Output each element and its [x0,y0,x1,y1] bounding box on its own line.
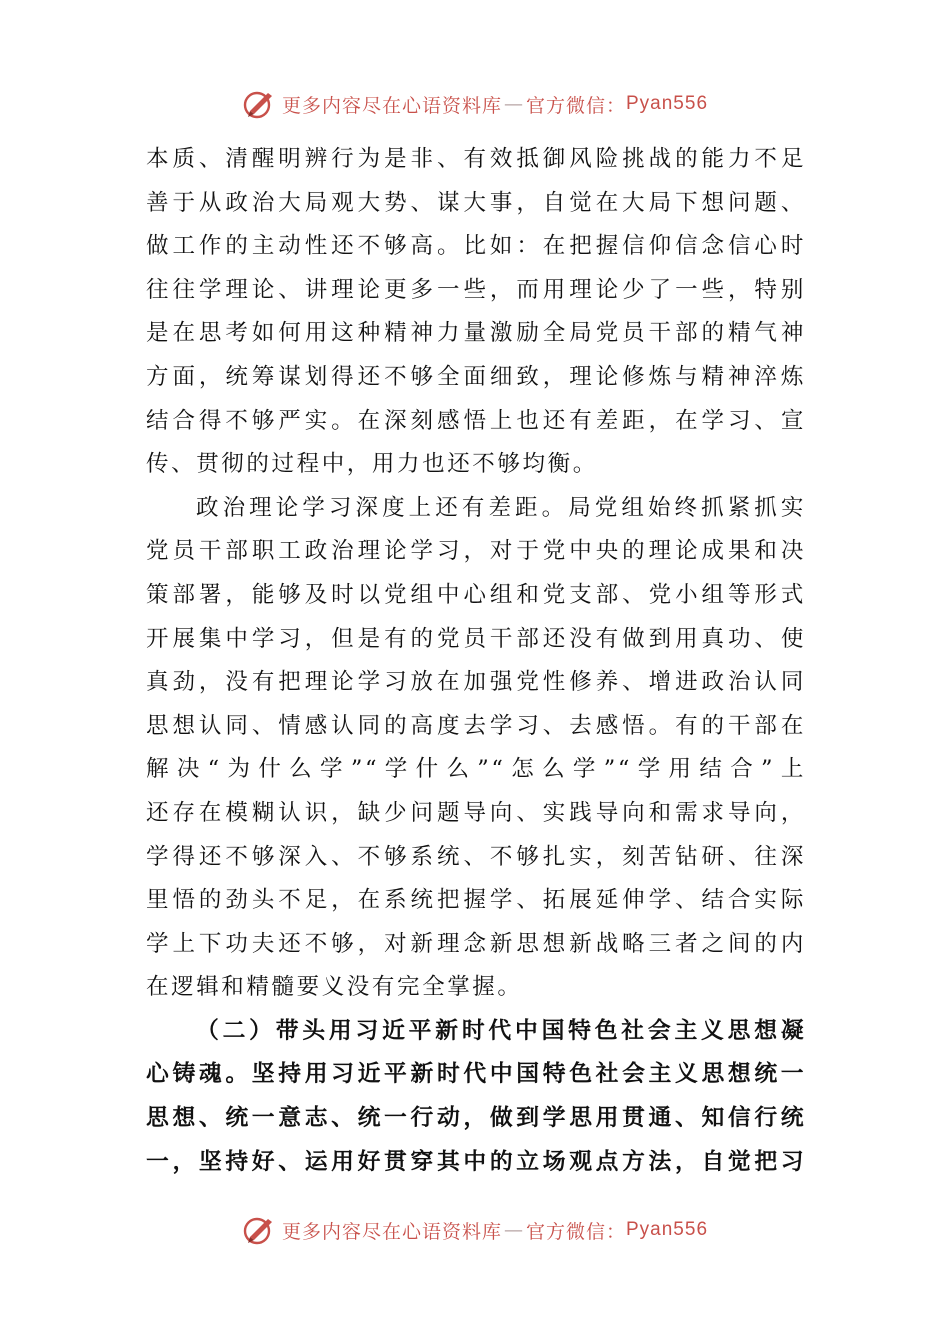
banner-text: 更多内容尽在心语资料库 [281,94,502,117]
text-line: 是在思考如何用这种精神力量激励全局党员干部的精气神 [146,320,806,347]
bold-text-line: 思想、统一意志、统一行动，做到学思用贯通、知信行统 [146,1105,806,1132]
banner-account: Pyan556 [626,1219,709,1240]
text-line: 传、贯彻的过程中，用力也还不够均衡。 [146,451,598,478]
paragraph-2 [146,487,806,1010]
text-line: 结合得不够严实。在深刻感悟上也还有差距，在学习、宣 [146,407,806,434]
text-line: 思想认同、情感认同的高度去学习、去感悟。有的干部在 [146,712,806,739]
text-line: 党员干部职工政治理论学习，对于党中央的理论成果和决 [146,538,806,565]
text-line: 真劲，没有把理论学习放在加强党性修养、增进政治认同 [146,669,806,696]
text-line: 学上下功夫还不够，对新理念新思想新战略三者之间的内 [146,930,806,957]
bold-text-line: （二）带头用习近平新时代中国特色社会主义思想凝 [196,1017,806,1044]
banner-label: 官方微信： [525,94,626,117]
banner-separator: — [503,1219,524,1241]
text-line: 政治理论学习深度上还有差距。局党组始终抓紧抓实 [196,494,806,521]
paragraph-1 [146,138,806,487]
paragraph-3-heading [146,1010,806,1184]
text-line: 学得还不够深入、不够系统、不够扎实，刻苦钻研、往深 [146,843,806,870]
banner-label: 官方微信： [525,1220,626,1243]
text-line: 做工作的主动性还不够高。比如：在把握信仰信念信心时 [146,233,806,260]
banner-text: 更多内容尽在心语资料库 [281,1220,502,1243]
text-line: 策部署，能够及时以党组中心组和党支部、党小组等形式 [146,581,806,608]
text-line: 开展集中学习，但是有的党员干部还没有做到用真功、使 [146,625,806,652]
text-line: 善于从政治大局观大势、谋大事，自觉在大局下想问题、 [146,189,806,216]
pen-logo-icon [242,87,276,121]
text-line: 方面，统筹谋划得还不够全面细致，理论修炼与精神淬炼 [146,363,806,390]
text-line: 往往学理论、讲理论更多一些，而用理论少了一些，特别 [146,276,806,303]
document-body [146,138,806,1184]
text-line: 在逻辑和精髓要义没有完全掌握。 [146,974,523,1001]
text-line: 本质、清醒明辨行为是非、有效抵御风险挑战的能力不足 [146,146,806,172]
footer-watermark [0,1210,950,1250]
pen-logo-icon [242,1213,276,1247]
text-line: 解决“为什么学”“学什么”“怎么学”“学用结合”上 [146,756,806,783]
banner-separator: — [503,93,524,115]
text-line: 还存在模糊认识，缺少问题导向、实践导向和需求导向， [146,799,806,826]
text-line: 里悟的劲头不足，在系统把握学、拓展延伸学、结合实际 [146,887,806,914]
bold-text-line: 心铸魂。坚持用习近平新时代中国特色社会主义思想统一 [146,1061,806,1088]
banner-account: Pyan556 [626,93,709,114]
bold-text-line: 一，坚持好、运用好贯穿其中的立场观点方法，自觉把习 [146,1148,806,1175]
header-watermark [0,84,950,124]
